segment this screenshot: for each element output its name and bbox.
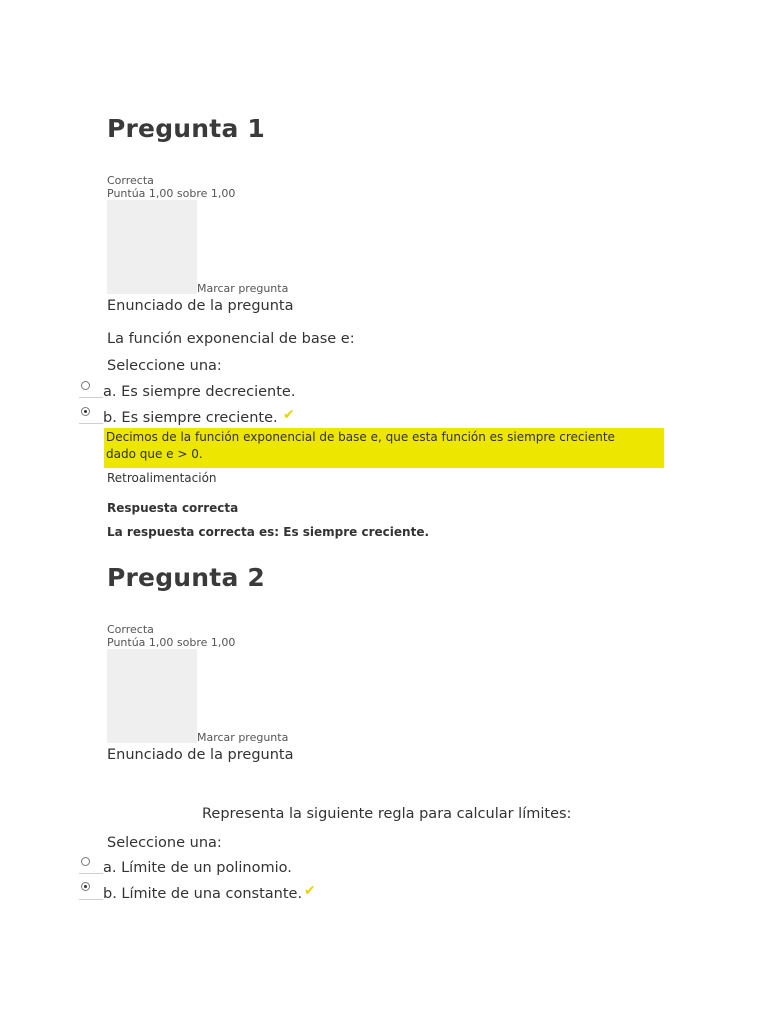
correct-check-icon: ✔ [304,883,316,899]
question-1-flag-box[interactable] [107,200,197,294]
feedback-line-1: Decimos de la función exponencial de base e, que esta función es siempre creciente [106,430,615,444]
question-2-option-a-radio[interactable] [81,857,90,866]
question-2-grade: Puntúa 1,00 sobre 1,00 [107,636,236,649]
question-1-text: La función exponencial de base e: [107,331,355,347]
question-1-flag-label[interactable]: Marcar pregunta [197,282,289,295]
question-2-flag-box[interactable] [107,649,197,743]
question-2-flag-label[interactable]: Marcar pregunta [197,731,289,744]
question-2-option-b-divider [79,899,103,900]
question-1-option-a-radio[interactable] [81,381,90,390]
question-2-state: Correcta [107,623,154,636]
question-2-statement-label: Enunciado de la pregunta [107,747,294,763]
question-1-select-prompt: Seleccione una: [107,358,222,374]
question-1-option-b-divider [79,423,103,424]
question-2-title: Pregunta 2 [107,563,266,592]
question-2-option-a-label[interactable]: a. Límite de un polinomio. [103,860,292,876]
correct-check-icon: ✔ [283,407,295,423]
question-1-grade: Puntúa 1,00 sobre 1,00 [107,187,236,200]
question-1-option-a-label[interactable]: a. Es siempre decreciente. [103,384,296,400]
question-1-option-b-label[interactable]: b. Es siempre creciente. [103,410,278,426]
question-1-feedback [104,428,664,468]
question-2-select-prompt: Seleccione una: [107,835,222,851]
question-1-retro-label: Retroalimentación [107,471,217,485]
feedback-line-2: dado que e > 0. [106,447,203,461]
question-1-result: Respuesta correcta [107,501,239,515]
question-1-option-b-radio[interactable] [81,407,90,416]
question-1-option-a-divider [79,397,103,398]
question-1-title: Pregunta 1 [107,114,266,143]
question-1-statement-label: Enunciado de la pregunta [107,298,294,314]
question-2-option-b-label[interactable]: b. Límite de una constante. [103,886,303,902]
question-2-option-a-divider [79,873,103,874]
question-1-state: Correcta [107,174,154,187]
question-2-text: Representa la siguiente regla para calcular límites: [202,806,572,822]
question-2-option-b-radio[interactable] [81,882,90,891]
question-1-correct-answer: La respuesta correcta es: Es siempre creciente. [107,525,430,539]
